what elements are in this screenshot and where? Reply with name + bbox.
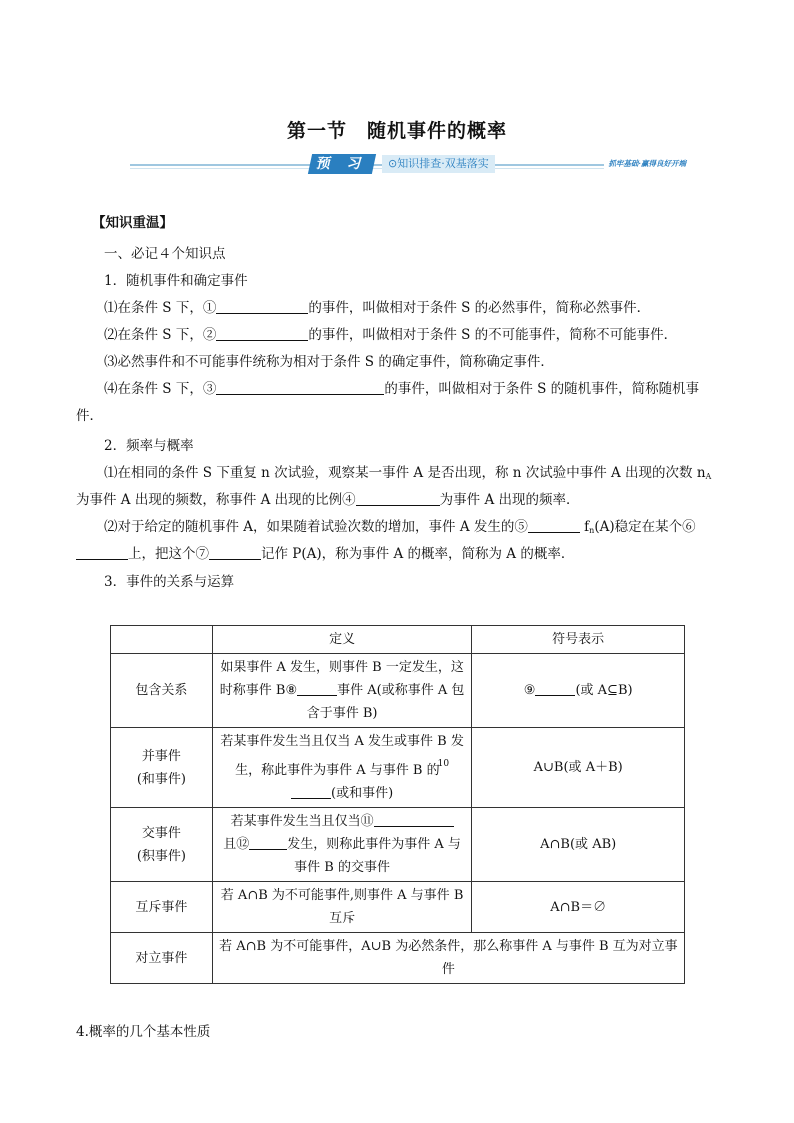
point-2-line-3: ⑵对于给定的随机事件 A，如果随着试验次数的增加，事件 A 发生的⑤ $f_n(A)$稳定在某个⑥ (104, 519, 696, 535)
table-header-cell (111, 626, 213, 654)
table-row (111, 882, 685, 933)
page-title: 第一节 随机事件的概率 (286, 120, 507, 142)
table-header-row (111, 626, 685, 654)
point-1-line-3: ⑶必然事件和不可能事件统称为相对于条件 S 的确定事件，简称确定事件． (104, 354, 554, 370)
table-row (111, 808, 685, 882)
row-definition: 若 A∩B 为不可能事件,则事件 A 与事件 B 互斥 (212, 882, 472, 933)
point-3-title: 3．事件的关系与运算 (104, 574, 235, 590)
blank-2 (216, 326, 308, 341)
row-definition: 如果事件 A 发生，则事件 B 一定发生，这时称事件 B⑧ 事件 A(或称事件 A 包含于事件 B) (212, 654, 472, 728)
row-name: 包含关系 (111, 654, 213, 728)
row-definition: 若某事件发生当且仅当⑪ 且⑫ 发生，则称此事件为事件 A 与事件 B 的交事件 (212, 808, 472, 882)
point-1-line-4-cont: 件． (76, 408, 103, 424)
blank-12 (249, 835, 287, 850)
blank-7 (209, 545, 261, 560)
row-name: 并事件 (和事件) (111, 728, 213, 808)
point-1-line-1: ⑴在条件 S 下，① 的事件，叫做相对于条件 S 的必然事件，简称必然事件． (104, 300, 651, 316)
blank-6 (76, 545, 128, 560)
blank-4 (356, 491, 440, 506)
row-name: 互斥事件 (111, 882, 213, 933)
table-header-cell: 符号表示 (472, 626, 685, 654)
heading-1: 一、必记４个知识点 (104, 246, 226, 262)
blank-3 (216, 380, 384, 395)
row-symbol: A∩B＝∅ (472, 882, 685, 933)
section-banner (130, 154, 690, 176)
table-row (111, 933, 685, 984)
table-row (111, 654, 685, 728)
point-2-line-2: 为事件 A 出现的频数，称事件 A 出现的比例④ 为事件 A 出现的频率． (76, 492, 580, 508)
blank-1 (216, 299, 308, 314)
blank-9 (535, 681, 575, 696)
point-1-line-4: ⑷在条件 S 下，③ 的事件，叫做相对于条件 S 的随机事件，简称随机事 (104, 381, 700, 397)
row-symbol: A∪B(或 A＋B) (472, 728, 685, 808)
table-row (111, 728, 685, 808)
blank-5 (528, 518, 580, 533)
table-header-cell: 定义 (212, 626, 472, 654)
blank-8 (297, 681, 337, 696)
section-header: 【知识重温】 (92, 215, 173, 231)
row-symbol: A∩B(或 AB) (472, 808, 685, 882)
point-2-line-4: 上，把这个⑦ 记作 P(A)，称为事件 A 的概率，简称为 A 的概率． (76, 545, 574, 563)
banner-tag: 预 习 (308, 154, 376, 174)
blank-11 (374, 812, 454, 827)
point-2-title: 2．频率与概率 (104, 438, 194, 454)
row-name: 交事件 (积事件) (111, 808, 213, 882)
point-4-title: 4.概率的几个基本性质 (76, 1024, 211, 1040)
blank-10 (291, 784, 331, 799)
row-symbol: ⑨ (或 A⊆B) (472, 654, 685, 728)
row-definition: 若 A∩B 为不可能事件，A∪B 为必然条件，那么称事件 A 与事件 B 互为对立事件 (212, 933, 684, 984)
banner-subtitle: ⊙知识排查·双基落实 (382, 155, 495, 173)
row-definition: 若某事件发生当且仅当 A 发生或事件 B 发生，称此事件为事件 A 与事件 B 的$^{10}$ (或和事件) (212, 728, 472, 808)
row-name: 对立事件 (111, 933, 213, 984)
event-relations-table (110, 625, 685, 984)
point-2-line-1: ⑴在相同的条件 S 下重复 n 次试验，观察某一事件 A 是否出现，称 n 次试验中事件 A 出现的次数 $n_A$ (104, 465, 712, 481)
banner-slogan: 抓牢基础·赢得良好开端 (604, 157, 690, 171)
point-1-line-2: ⑵在条件 S 下，② 的事件，叫做相对于条件 S 的不可能事件，简称不可能事件． (104, 327, 678, 343)
point-1-title: 1．随机事件和确定事件 (104, 273, 248, 289)
